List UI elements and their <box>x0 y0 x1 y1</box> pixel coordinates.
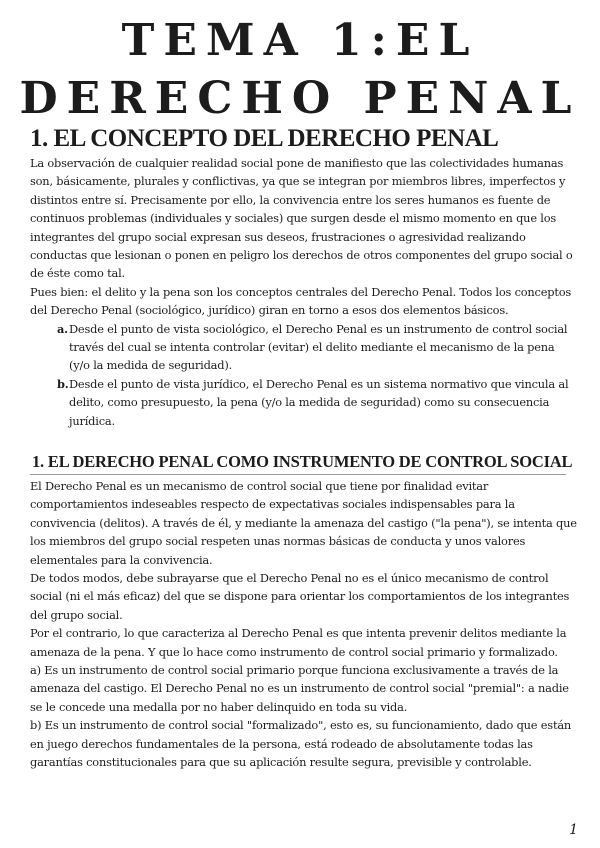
list-item-b <box>30 375 578 430</box>
title-line-1: TEMA 1:EL <box>121 15 479 66</box>
section-2-body <box>30 477 578 772</box>
list-text-b: Desde el punto de vista jurídico, el Derecho Penal es un sistema normativo que vincula al delito, como presupuesto, la pena (y/o la medida de seguridad) como su consecuencia jurídica. <box>69 376 569 428</box>
section-2-paragraph-1: El Derecho Penal es un mecanismo de control social que tiene por finalidad evitar comportamientos indeseables respecto de expectativas sociales indispensables para la convivencia (delitos). A través de él, y mediante la amenaza del castigo ("la pena"), se intenta que los miembros del grupo social respeten unas normas básicas de conducta y unos valores elementales para la convivencia. <box>30 479 577 567</box>
page-number: 1 <box>569 822 578 838</box>
section-2-underline <box>30 474 566 475</box>
title-line-2: DERECHO PENAL <box>19 73 581 124</box>
list-item-a <box>30 320 578 375</box>
section-1-list <box>30 320 578 430</box>
section-2-heading: 1. EL DERECHO PENAL COMO INSTRUMENTO DE CONTROL SOCIAL <box>32 452 573 471</box>
section-1-body <box>30 154 578 430</box>
section-2-paragraph-2: De todos modos, debe subrayarse que el Derecho Penal no es el único mecanismo de control social (ni el más eficaz) del que se dispone para orientar los comportamientos de los integrantes del grupo social. <box>30 571 570 622</box>
list-marker-b: b. <box>57 376 69 391</box>
section-1-paragraph-2: Pues bien: el delito y la pena son los conceptos centrales del Derecho Penal. Todos los conceptos del Derecho Penal (sociológico, jurídico) giran en torno a esos dos elementos básicos. <box>30 284 572 318</box>
section-2-paragraph-3: Por el contrario, lo que caracteriza al Derecho Penal es que intenta prevenir delitos mediante la amenaza de la pena. Y que lo hace como instrumento de control social primario y formalizado. <box>30 626 567 659</box>
list-text-a: Desde el punto de vista sociológico, el Derecho Penal es un instrumento de control social través del cual se intenta controlar (evitar) el delito mediante el mecanismo de la pena (y/o la medida de seguridad). <box>69 321 568 373</box>
section-1-paragraph-1: La observación de cualquier realidad social pone de manifiesto que las colectividades humanas son, básicamente, plurales y conflictivas, ya que se integran por miembros libres, imperfectos y distintos entre sí. Precisamente por ello, la convivencia entre los seres humanos es fuente de continuos problemas (individuales y sociales) que surgen desde el mismo momento en que los integrantes del grupo social expresan sus deseos, frustraciones o agresividad realizando conductas que lesionan o ponen en peligro los derechos de otros componentes del grupo social o de éste como tal. <box>30 156 573 281</box>
section-2-paragraph-4: a) Es un instrumento de control social primario porque funciona exclusivamente a través de la amenaza del castigo. El Derecho Penal no es un instrumento de control social "premial": a nadie se le concede una medalla por no haber delinquido en toda su vida. <box>30 663 569 714</box>
list-marker-a: a. <box>57 321 68 336</box>
section-2-paragraph-5: b) Es un instrumento de control social "formalizado", esto es, su funcionamiento, dado que están en juego derechos fundamentales de la persona, está rodeado de absolutamente todas las garantías constitucionales para que su aplicación resulte segura, previsible y controlable. <box>30 718 572 770</box>
section-1-heading: 1. EL CONCEPTO DEL DERECHO PENAL <box>30 125 499 152</box>
